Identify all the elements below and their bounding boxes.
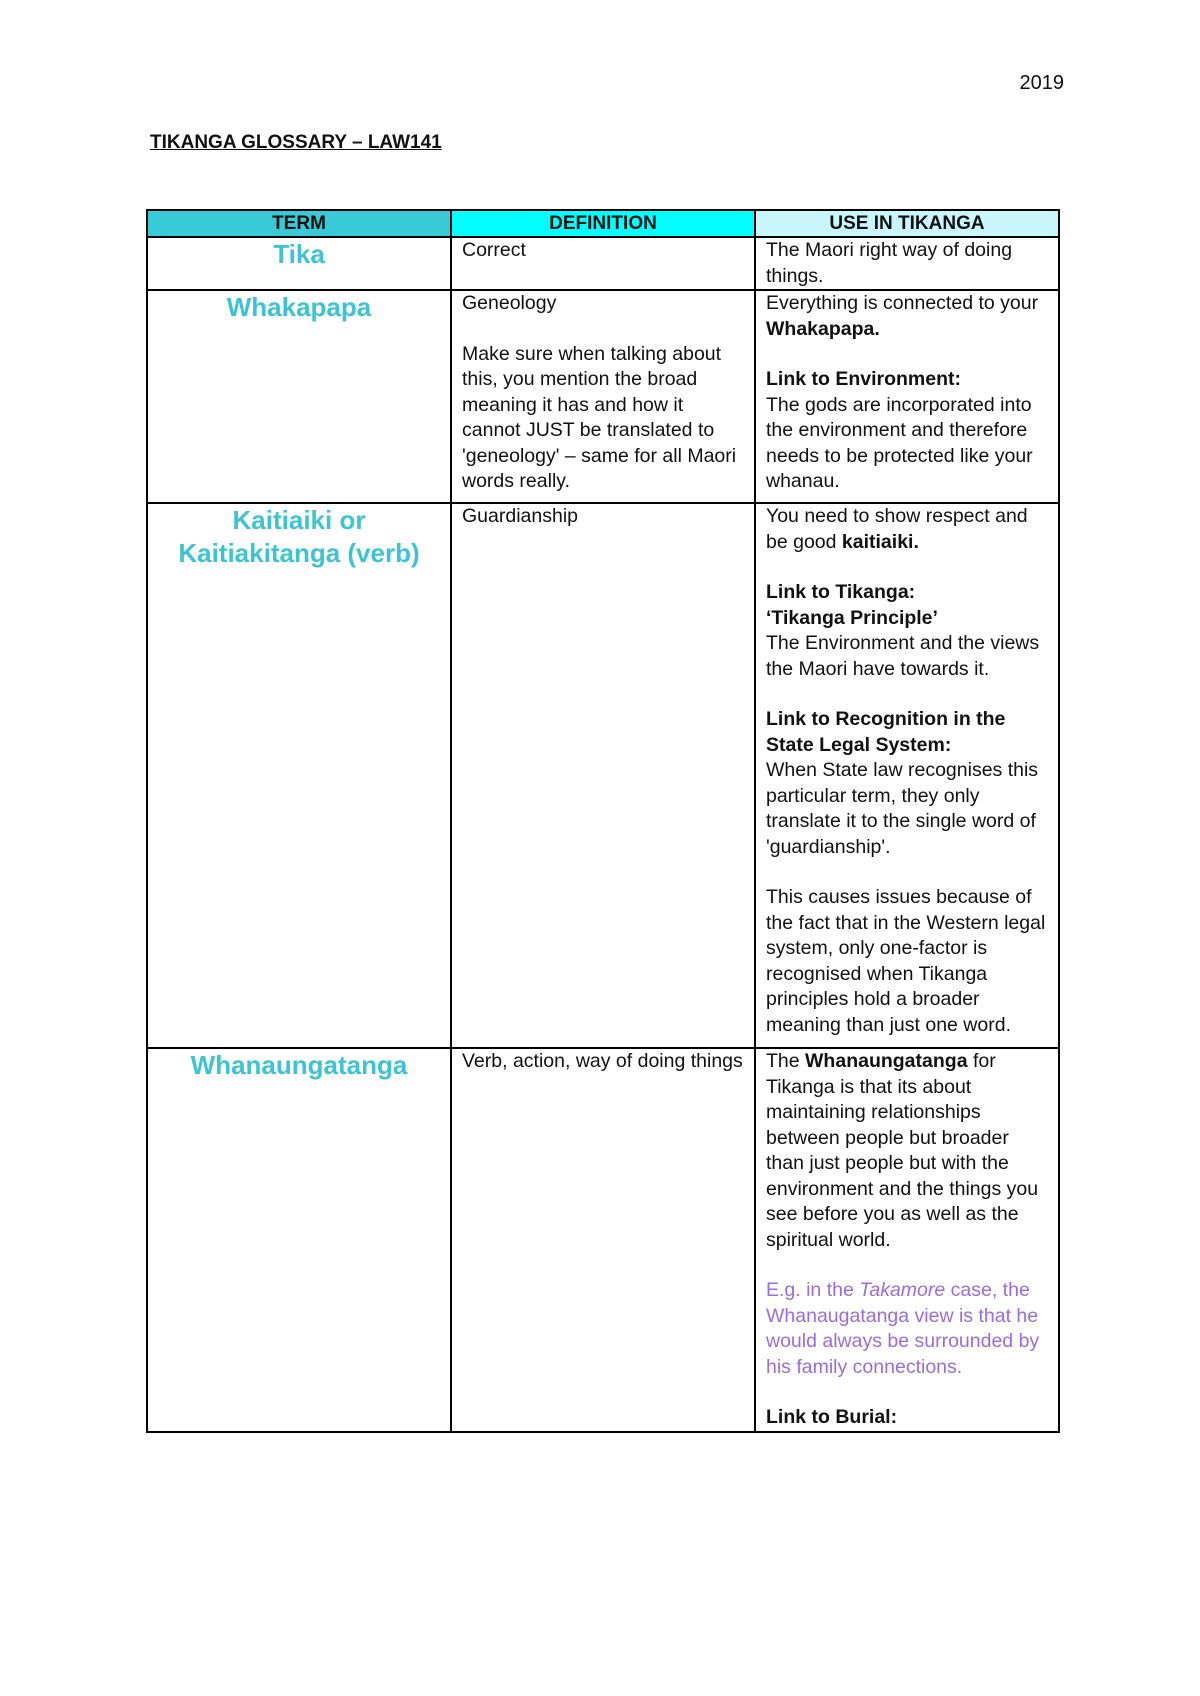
term-cell (147, 1048, 451, 1432)
cell-paragraph (766, 504, 1048, 555)
glossary-body (147, 237, 1059, 1432)
paragraph-gap (766, 342, 1048, 367)
table-row (147, 237, 1059, 290)
term-label: Kaitiakitanga (verb) (178, 538, 420, 568)
cell-paragraph (462, 1049, 744, 1075)
definition-cell (451, 503, 755, 1048)
term-label: Tika (273, 239, 325, 269)
bold-text-run: ‘Tikanga Principle’ (766, 606, 938, 629)
paragraph-gap (462, 317, 744, 342)
use-in-tikanga-cell (755, 290, 1059, 503)
term-label: Whakapapa (226, 292, 372, 322)
definition-cell (451, 1048, 755, 1432)
cell-paragraph (766, 580, 1048, 606)
table-row (147, 1048, 1059, 1432)
text-run: Correct (462, 239, 526, 261)
text-run: case, the Whanaugatanga view is that he would always be surrounded by his family connections. (766, 1279, 1040, 1378)
text-run: Verb, action, way of doing things (462, 1050, 743, 1072)
cell-paragraph (766, 631, 1048, 682)
table-header-row (147, 210, 1059, 237)
text-run: Everything is connected to your (766, 292, 1039, 314)
table-row (147, 290, 1059, 503)
text-run: The (766, 1050, 806, 1072)
text-run: The Maori right way of doing things. (766, 239, 1013, 287)
text-run: Takamore (859, 1279, 946, 1301)
term-cell (147, 503, 451, 1048)
document-year: 2019 (1019, 72, 1064, 94)
use-in-tikanga-cell (755, 503, 1059, 1048)
cell-paragraph (766, 291, 1048, 342)
text-run: Geneology (462, 292, 557, 314)
bold-text-run: Link to Tikanga: (766, 581, 916, 603)
use-in-tikanga-cell (755, 1048, 1059, 1432)
term-label: Whanaungatanga (190, 1050, 408, 1080)
text-run: E.g. in the (766, 1279, 860, 1301)
term-cell (147, 237, 451, 290)
text-run: Guardianship (462, 505, 578, 527)
cell-paragraph (766, 393, 1048, 495)
definition-cell (451, 290, 755, 503)
column-header-definition: DEFINITION (451, 210, 755, 237)
bold-text-run: Link to Environment: (766, 368, 961, 390)
column-header-term: TERM (147, 210, 451, 237)
text-run: You need to show respect and be good (766, 505, 1028, 553)
text-run: When State law recognises this particular term, they only translate it to the single word of 'guardianship'. (766, 759, 1039, 858)
paragraph-gap (766, 682, 1048, 707)
table-row (147, 503, 1059, 1048)
cell-paragraph (462, 238, 744, 264)
document-title: TIKANGA GLOSSARY – LAW141 (150, 132, 442, 153)
term-label: Kaitiaiki or (232, 505, 366, 535)
text-run: The Environment and the views the Maori have towards it. (766, 632, 1040, 680)
bold-text-run: Whakapapa. (766, 317, 880, 340)
bold-text-run: Link to Recognition in the State Legal System: (766, 708, 1006, 756)
glossary-table (146, 209, 1060, 1433)
bold-text-run: Whanaungatanga (805, 1050, 968, 1072)
paragraph-gap (766, 1380, 1048, 1405)
cell-paragraph (766, 238, 1048, 289)
column-header-use: USE IN TIKANGA (755, 210, 1059, 237)
cell-paragraph (766, 1049, 1048, 1253)
cell-paragraph (462, 504, 744, 530)
cell-paragraph (766, 1278, 1048, 1380)
definition-cell (451, 237, 755, 290)
bold-text-run: kaitiaiki. (841, 530, 919, 553)
use-in-tikanga-cell (755, 237, 1059, 290)
text-run: for Tikanga is that its about maintaining relationships between people but broader than just people but with the environment and the things you see before you as well as the spiritual world. (766, 1050, 1039, 1251)
term-cell (147, 290, 451, 503)
text-run: Make sure when talking about this, you mention the broad meaning it has and how it cannot JUST be translated to 'geneology' – same for all Maori words really. (462, 342, 737, 492)
bold-text-run: Link to Burial: (766, 1406, 898, 1428)
cell-paragraph (766, 758, 1048, 860)
cell-paragraph (462, 291, 744, 317)
paragraph-gap (766, 860, 1048, 885)
cell-paragraph (766, 707, 1048, 758)
cell-paragraph (766, 885, 1048, 1038)
cell-paragraph (766, 1405, 1048, 1431)
cell-paragraph (766, 606, 1048, 632)
paragraph-gap (766, 1253, 1048, 1278)
cell-paragraph (766, 367, 1048, 393)
text-run: This causes issues because of the fact that in the Western legal system, only one-factor is recognised when Tikanga principles hold a broader meaning than just one word. (766, 886, 1046, 1036)
cell-paragraph (462, 342, 744, 495)
paragraph-gap (766, 555, 1048, 580)
text-run: The gods are incorporated into the environment and therefore needs to be protected like your whanau. (766, 393, 1033, 492)
